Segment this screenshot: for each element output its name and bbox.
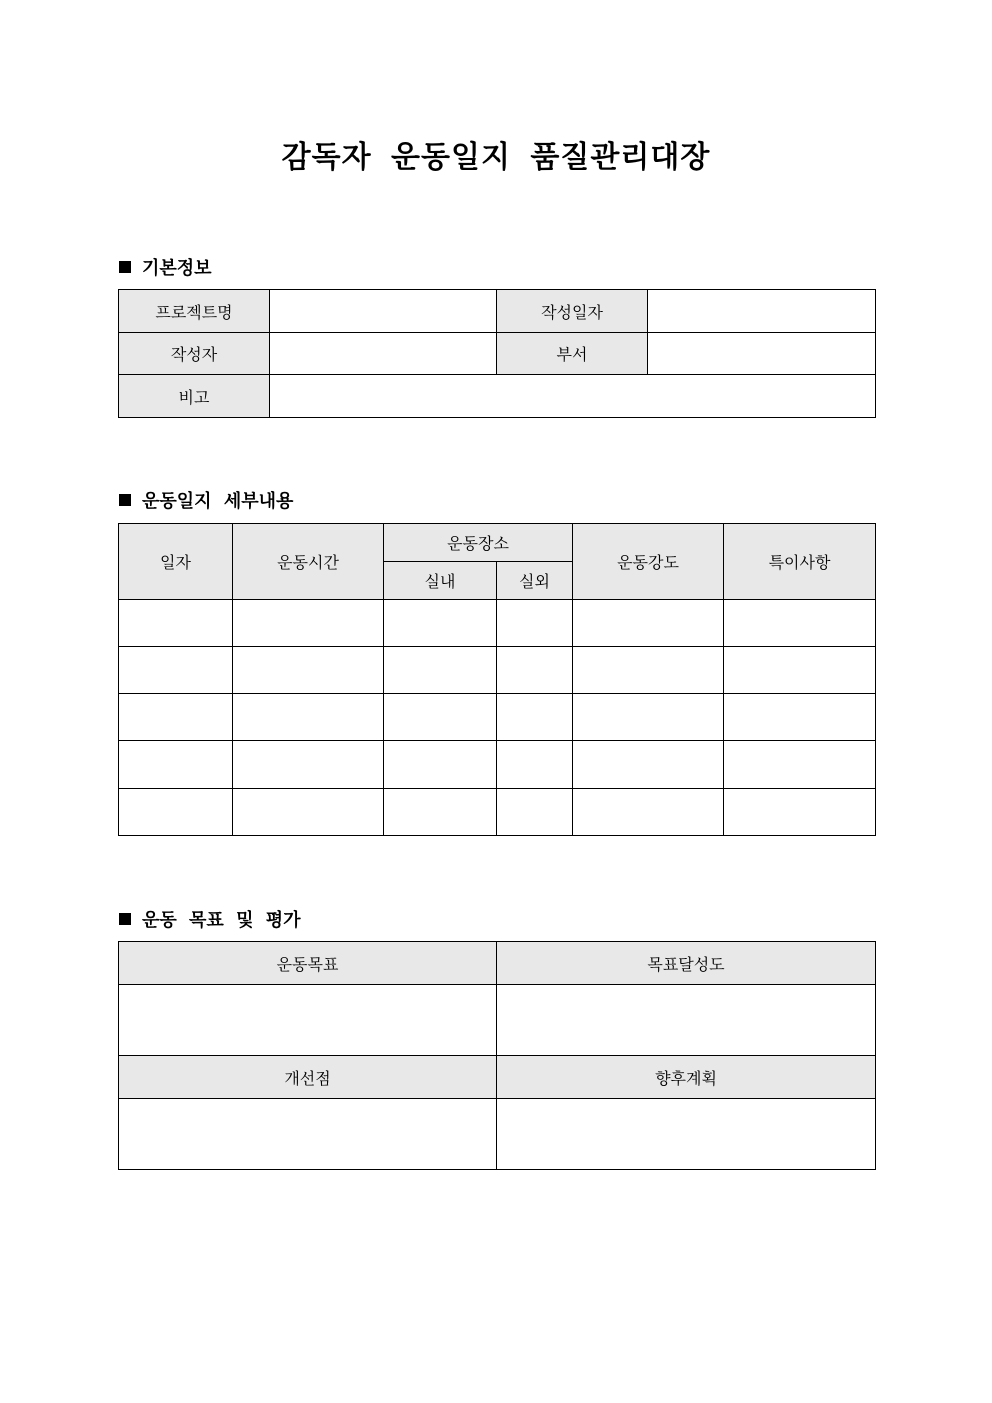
- cell-intensity[interactable]: [573, 694, 724, 741]
- column-header-exercise-time: 운동시간: [233, 524, 384, 600]
- section-heading-label: 운동 목표 및 평가: [142, 910, 301, 931]
- table-row: [119, 647, 876, 694]
- label-project-name: 프로젝트명: [119, 290, 270, 333]
- exercise-goal-field[interactable]: [119, 985, 497, 1056]
- cell-exercise-time[interactable]: [233, 741, 384, 789]
- author-field[interactable]: [270, 333, 497, 375]
- cell-remarks[interactable]: [724, 647, 876, 694]
- cell-date[interactable]: [119, 694, 233, 741]
- cell-indoor[interactable]: [384, 694, 497, 741]
- cell-date[interactable]: [119, 741, 233, 789]
- table-row: [119, 600, 876, 647]
- cell-outdoor[interactable]: [497, 741, 573, 789]
- table-row: [119, 789, 876, 836]
- cell-remarks[interactable]: [724, 789, 876, 836]
- section-heading-goal-evaluation: [119, 906, 301, 932]
- cell-exercise-time[interactable]: [233, 694, 384, 741]
- label-author: 작성자: [119, 333, 270, 375]
- future-plan-field[interactable]: [497, 1099, 876, 1170]
- cell-date[interactable]: [119, 600, 233, 647]
- square-bullet-icon: [119, 261, 131, 273]
- label-improvements: 개선점: [119, 1056, 497, 1099]
- cell-indoor[interactable]: [384, 647, 497, 694]
- square-bullet-icon: [119, 494, 131, 506]
- column-header-exercise-place: 운동장소: [384, 524, 573, 562]
- cell-outdoor[interactable]: [497, 789, 573, 836]
- section-heading-basic-info: [119, 254, 212, 280]
- table-row: [119, 741, 876, 789]
- cell-indoor[interactable]: [384, 789, 497, 836]
- department-field[interactable]: [648, 333, 876, 375]
- cell-indoor[interactable]: [384, 741, 497, 789]
- exercise-log-table: [118, 523, 876, 836]
- column-header-indoor: 실내: [384, 562, 497, 600]
- label-note: 비고: [119, 375, 270, 418]
- basic-info-table: [118, 289, 876, 418]
- cell-remarks[interactable]: [724, 694, 876, 741]
- written-date-field[interactable]: [648, 290, 876, 333]
- label-written-date: 작성일자: [497, 290, 648, 333]
- improvements-field[interactable]: [119, 1099, 497, 1170]
- page-title: 감독자 운동일지 품질관리대장: [281, 140, 711, 175]
- cell-intensity[interactable]: [573, 600, 724, 647]
- section-heading-label: 기본정보: [142, 258, 212, 279]
- column-header-remarks: 특이사항: [724, 524, 876, 600]
- cell-remarks[interactable]: [724, 600, 876, 647]
- cell-outdoor[interactable]: [497, 647, 573, 694]
- cell-date[interactable]: [119, 647, 233, 694]
- label-future-plan: 향후계획: [497, 1056, 876, 1099]
- cell-outdoor[interactable]: [497, 600, 573, 647]
- note-field[interactable]: [270, 375, 876, 418]
- column-header-date: 일자: [119, 524, 233, 600]
- table-row: [119, 694, 876, 741]
- cell-remarks[interactable]: [724, 741, 876, 789]
- section-heading-label: 운동일지 세부내용: [142, 491, 294, 512]
- goal-achievement-field[interactable]: [497, 985, 876, 1056]
- goal-evaluation-table: [118, 941, 876, 1170]
- project-name-field[interactable]: [270, 290, 497, 333]
- cell-exercise-time[interactable]: [233, 600, 384, 647]
- section-heading-exercise-details: [119, 487, 293, 513]
- cell-exercise-time[interactable]: [233, 647, 384, 694]
- cell-intensity[interactable]: [573, 647, 724, 694]
- cell-indoor[interactable]: [384, 600, 497, 647]
- label-goal-achievement: 목표달성도: [497, 942, 876, 985]
- cell-intensity[interactable]: [573, 789, 724, 836]
- square-bullet-icon: [119, 913, 131, 925]
- cell-exercise-time[interactable]: [233, 789, 384, 836]
- column-header-intensity: 운동강도: [573, 524, 724, 600]
- label-department: 부서: [497, 333, 648, 375]
- cell-outdoor[interactable]: [497, 694, 573, 741]
- column-header-outdoor: 실외: [497, 562, 573, 600]
- cell-date[interactable]: [119, 789, 233, 836]
- label-exercise-goal: 운동목표: [119, 942, 497, 985]
- cell-intensity[interactable]: [573, 741, 724, 789]
